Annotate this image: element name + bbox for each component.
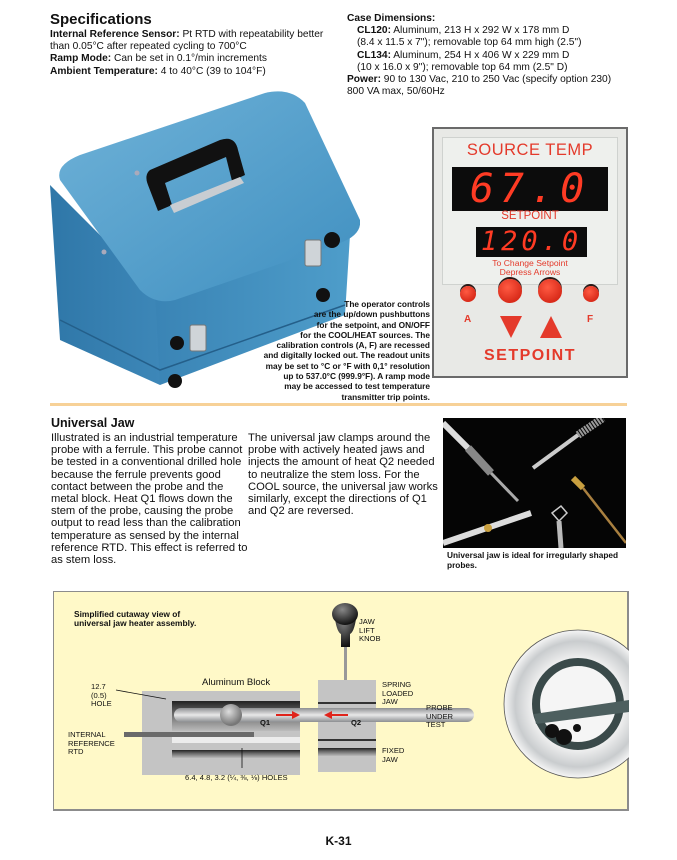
button-f-label: F [587, 314, 594, 325]
cl134-line2: (10 x 16.0 x 9"); removable top 64 mm (2.5" D) [357, 61, 568, 73]
small-holes [172, 750, 300, 758]
aluminum-block-label: Aluminum Block [202, 677, 271, 688]
control-panel-image [432, 127, 628, 378]
fixed-jaw-label: FIXED JAW [382, 746, 405, 764]
setpoint-display: 120.0 [476, 227, 587, 257]
probes-photo-caption: Universal jaw is ideal for irregularly shaped probes. [447, 550, 619, 570]
case-dimensions-section [347, 13, 647, 98]
universal-jaw-title: Universal Jaw [51, 416, 135, 430]
setpoint-down-button[interactable] [498, 279, 522, 303]
specifications-title: Specifications [50, 11, 152, 28]
controls-caption: The operator controls are the up/down pushbuttons for the setpoint, and ON/OFF for the COOL/HEAT sources. The calibration controls (A, F) are recessed and digitally locked out. The readout units may be set to °C or °F with 0,1° resolution up to 537.0°C (999.9°F). A ramp mode may be accessed to test temperature transmitter trip points. [263, 299, 430, 402]
cutaway-diagram [53, 591, 629, 811]
spring-loaded-jaw-label: SPRING LOADED JAW [382, 680, 414, 707]
setpoint-up-button[interactable] [538, 279, 562, 303]
probes-photo [443, 418, 626, 548]
latch [190, 325, 206, 351]
fixed-jaw [318, 748, 376, 756]
universal-jaw-text-col2: The universal jaw clamps around the probe with actively heated jaws and injects the amount of heat Q2 needed to neutralize the stem loss. For the COOL source, the universal jaw works similarly, except the directions of Q1 and Q2 are reversed. [248, 432, 438, 518]
setpoint-hint: To Change Setpoint Depress Arrows [492, 258, 568, 278]
arrow-up-icon [540, 316, 562, 338]
arrow-down-icon [500, 316, 522, 338]
cl134-line1: CL134: Aluminum, 254 H x 406 W x 229 mm D [357, 49, 570, 61]
power-line1: Power: 90 to 130 Vac, 210 to 250 Vac (specify option 230) [347, 74, 612, 86]
case-dimensions-label: Case Dimensions: [347, 13, 436, 24]
source-temp-label: SOURCE TEMP [466, 141, 594, 159]
universal-jaw-text-col1: Illustrated is an industrial temperature probe with a ferrule. This probe cannot be tested in a conventional drilled hole because the ferrule prevents good contact between the probe and the metal block. Heat Q1 flows down the stem of the probe, causing the probe output to read less than the calibration temperature as sensed by the internal reference RTD. This effect is referred to as stem loss. [51, 432, 248, 567]
jaw-lift-knob-label: JAW LIFT KNOB [359, 617, 381, 644]
spec-internal-reference-sensor: Internal Reference Sensor: Pt RTD with repeatability better than 0.05°C after repeated cycling to 700°C [50, 29, 324, 53]
power-line2: 800 VA max, 50/60Hz [347, 86, 445, 98]
spec-ramp-mode: Ramp Mode: Can be set in 0.1°/min increments [50, 53, 267, 65]
cl120-line2: (8.4 x 11.5 x 7"); removable top 64 mm high (2.5") [357, 37, 582, 49]
cl120-line1: CL120: Aluminum, 213 H x 292 W x 178 mm D [357, 25, 570, 37]
spring-loaded-jaw [318, 680, 376, 772]
specifications-section [50, 12, 340, 78]
latch [305, 240, 321, 266]
reference-rtd [124, 732, 254, 737]
q1-label: Q1 [260, 718, 271, 727]
calibration-button-a[interactable] [460, 286, 476, 302]
diagram-graphic [54, 592, 629, 810]
spec-ambient-temperature: Ambient Temperature: 4 to 40°C (39 to 104°F) [50, 65, 266, 77]
probe-under-test-label: PROBE UNDER TEST [426, 703, 454, 730]
rtd-label: INTERNAL REFERENCE RTD [68, 730, 115, 757]
holes-label: 6.4, 4.8, 3.2 (¼, ⅜, ⅛) HOLES [185, 773, 288, 782]
button-a-label: A [464, 314, 472, 325]
q2-label: Q2 [351, 718, 362, 727]
calibration-button-f[interactable] [583, 286, 599, 302]
source-temp-display: 67.0 [452, 167, 608, 211]
diagram-title: Simplified cutaway view of universal jaw heater assembly. [74, 609, 197, 629]
section-divider [50, 403, 627, 406]
setpoint-display-label: SETPOINT [501, 210, 559, 222]
hole-label: 12.7 (0.5) HOLE [91, 682, 112, 709]
setpoint-panel-label: SETPOINT [483, 347, 576, 364]
ferrule [220, 704, 242, 726]
page-number: K-31 [325, 834, 352, 848]
